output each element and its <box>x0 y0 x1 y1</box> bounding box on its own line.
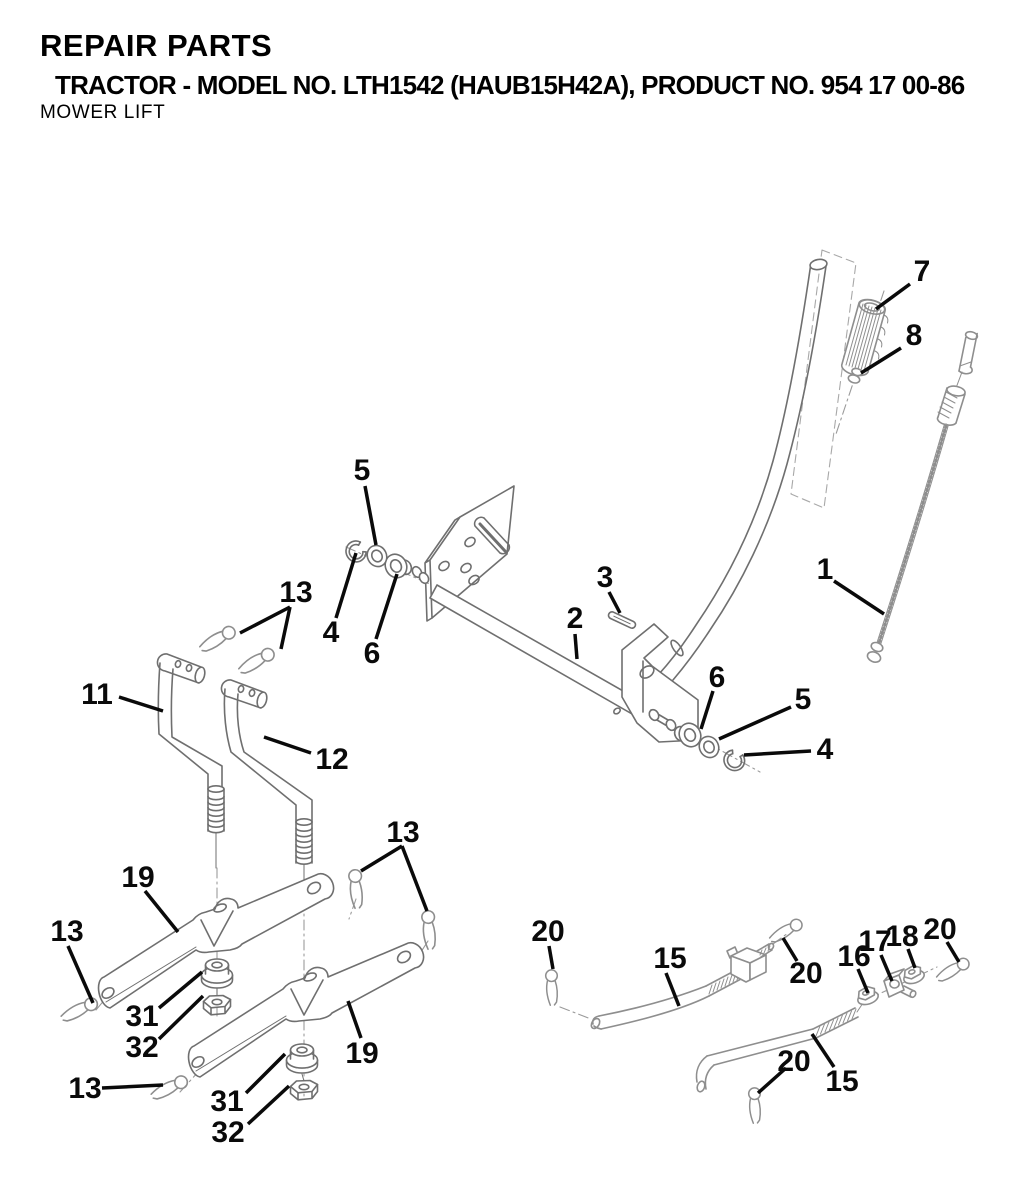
leader-line <box>744 751 811 755</box>
leader-line <box>102 1085 163 1088</box>
leader-line <box>68 946 93 1003</box>
callout-2: 2 <box>566 602 584 635</box>
lift-handle <box>659 258 828 680</box>
leader-line <box>145 891 178 932</box>
callout-32: 32 <box>211 1116 245 1149</box>
callout-5: 5 <box>353 454 371 487</box>
leader-line <box>876 284 910 309</box>
callout-4: 4 <box>816 733 834 766</box>
phantom-handle-outline <box>791 250 856 508</box>
callout-6: 6 <box>708 661 726 694</box>
callout-layer <box>50 255 959 1149</box>
callout-13: 13 <box>50 915 84 948</box>
hairpin-clip-small <box>545 969 559 1005</box>
leader-line <box>240 607 290 633</box>
hairpin-clip <box>237 646 276 677</box>
leader-line <box>246 1054 285 1093</box>
leader-line <box>264 737 311 753</box>
callout-31: 31 <box>125 1000 159 1033</box>
callout-19: 19 <box>345 1037 379 1070</box>
page-title: REPAIR PARTS <box>40 28 273 63</box>
hairpin-clip <box>150 1074 190 1103</box>
leader-line <box>248 1086 289 1124</box>
leader-line <box>119 697 163 711</box>
section-title: MOWER LIFT <box>40 102 166 123</box>
leader-line <box>348 1001 361 1038</box>
hairpin-clip-small <box>935 956 971 985</box>
hairpin-clip <box>198 624 237 655</box>
roll-pin <box>607 611 636 630</box>
callout-20: 20 <box>923 913 957 946</box>
callout-15: 15 <box>653 942 687 975</box>
callout-1: 1 <box>816 553 834 586</box>
retaining-ring <box>344 539 368 564</box>
callout-8: 8 <box>905 319 923 352</box>
callout-32: 32 <box>125 1031 159 1064</box>
leader-line <box>701 691 713 729</box>
hairpin-clip <box>421 910 438 949</box>
callout-11: 11 <box>81 678 113 711</box>
callout-19: 19 <box>121 861 155 894</box>
leader-line <box>402 846 427 911</box>
lift-link-right <box>221 680 312 880</box>
leader-line <box>281 607 290 649</box>
callout-12: 12 <box>315 743 349 776</box>
callout-20: 20 <box>789 957 823 990</box>
callout-20: 20 <box>777 1045 811 1078</box>
lift-shaft <box>430 585 653 722</box>
callout-16: 16 <box>837 940 871 973</box>
callout-7: 7 <box>913 255 931 288</box>
callout-13: 13 <box>386 816 420 849</box>
leader-line <box>365 486 376 545</box>
shaft-collar <box>411 565 431 585</box>
leader-line <box>376 574 397 639</box>
callout-13: 13 <box>279 576 313 609</box>
retaining-ring <box>720 746 749 774</box>
leader-line <box>666 973 679 1006</box>
callout-17: 17 <box>858 925 892 958</box>
callout-3: 3 <box>596 561 614 594</box>
leader-line <box>834 581 884 614</box>
callout-20: 20 <box>531 915 565 948</box>
callout-4: 4 <box>322 616 340 649</box>
model-product-line: TRACTOR - MODEL NO. LTH1542 (HAUB15H42A), PRODUCT NO. 954 17 00-86 <box>55 70 965 100</box>
lock-nut <box>291 1081 318 1100</box>
handle-grip <box>842 297 888 375</box>
leader-line <box>549 946 553 969</box>
callout-31: 31 <box>210 1085 244 1118</box>
callout-18: 18 <box>885 920 919 953</box>
leader-line <box>575 634 577 659</box>
callout-13: 13 <box>68 1072 102 1105</box>
callout-5: 5 <box>794 683 812 716</box>
leader-line <box>336 553 356 618</box>
hairpin-clip <box>348 869 365 908</box>
lift-link-left <box>157 654 224 868</box>
leader-line <box>812 1034 834 1067</box>
leader-line <box>719 707 791 739</box>
trunnion-washer <box>287 1044 318 1073</box>
trunnion-washer <box>202 959 233 988</box>
callout-6: 6 <box>363 637 381 670</box>
leader-line <box>609 592 620 613</box>
leader-line <box>361 846 402 871</box>
callout-15: 15 <box>825 1065 859 1098</box>
